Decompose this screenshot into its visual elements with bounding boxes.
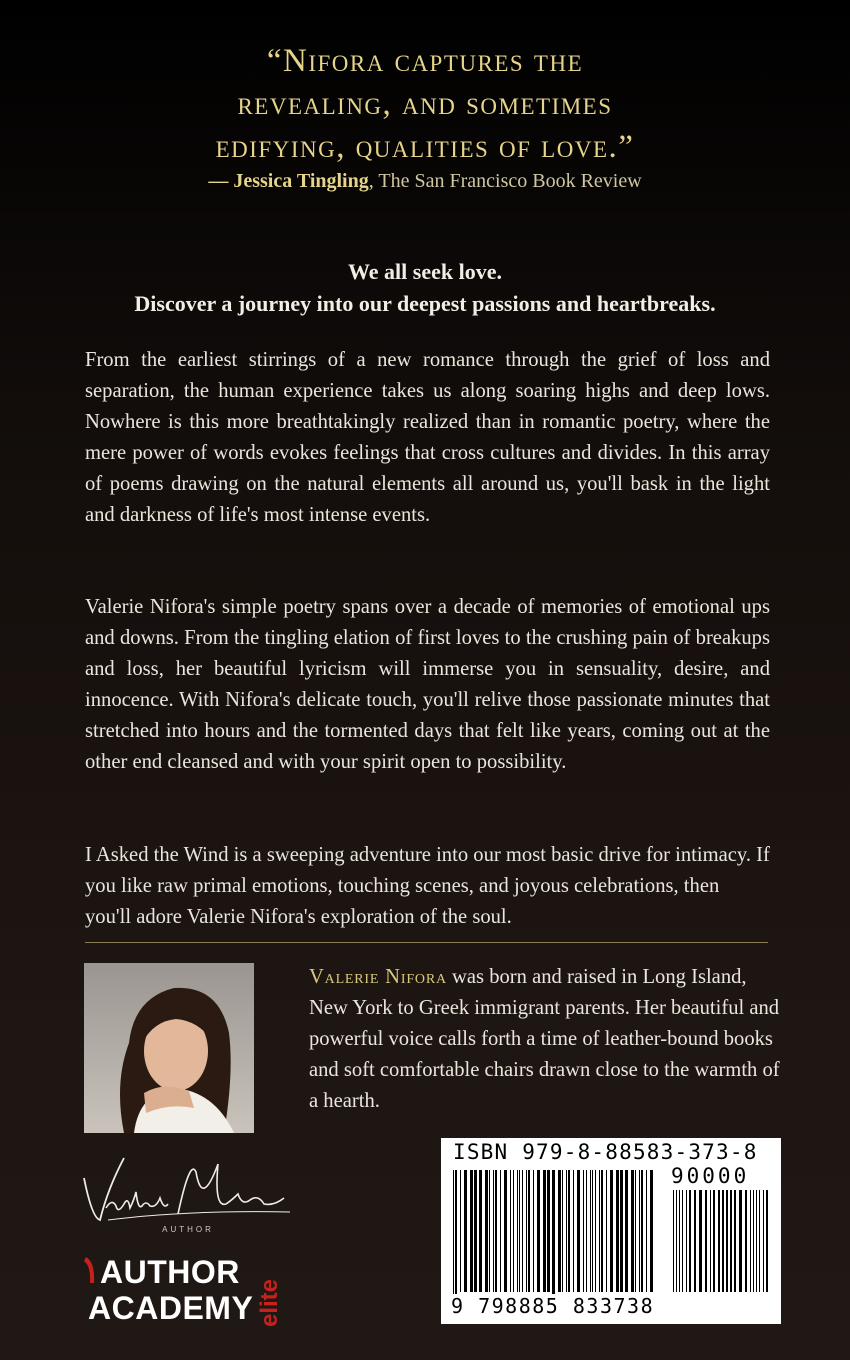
- quote-line: “Nifora captures the: [266, 43, 584, 79]
- barcode-bar: [558, 1170, 561, 1292]
- addon-bar: [753, 1190, 754, 1292]
- publisher-logo: [84, 1255, 294, 1335]
- addon-bar: [710, 1190, 711, 1292]
- attribution-separator: ,: [368, 170, 379, 192]
- barcode-bar: [455, 1170, 457, 1300]
- barcode-bar: [610, 1170, 613, 1292]
- addon-bar: [745, 1190, 747, 1292]
- author-photo: [84, 963, 254, 1133]
- barcode-bar: [620, 1170, 623, 1292]
- barcode-bar: [510, 1170, 511, 1292]
- barcode-bar: [517, 1170, 518, 1292]
- barcode-bar: [625, 1170, 628, 1292]
- addon-bar: [676, 1190, 677, 1292]
- barcode-bar: [513, 1170, 514, 1292]
- barcode-bar: [566, 1170, 567, 1292]
- addon-bar: [763, 1190, 764, 1292]
- barcode-bar: [601, 1170, 603, 1292]
- barcode-bar: [500, 1170, 501, 1292]
- barcode-bar: [543, 1170, 546, 1292]
- addon-bar: [759, 1190, 760, 1292]
- tagline-line-2: Discover a journey into our deepest passions and heartbreaks.: [134, 291, 716, 316]
- isbn-barcode: [441, 1138, 781, 1324]
- addon-bar: [726, 1190, 728, 1292]
- addon-bar: [699, 1190, 702, 1292]
- barcode-bar: [460, 1170, 461, 1292]
- author-signature: [78, 1148, 298, 1238]
- barcode-bar: [533, 1170, 534, 1292]
- barcode-bar: [592, 1170, 593, 1292]
- barcode-bar: [493, 1170, 494, 1292]
- addon-bar: [750, 1190, 751, 1292]
- barcode-bar: [522, 1170, 523, 1292]
- barcode-bar: [519, 1170, 520, 1292]
- barcode-bar: [641, 1170, 643, 1292]
- barcode-digits: 9 798885 833738: [451, 1294, 655, 1318]
- barcode-bar: [595, 1170, 596, 1292]
- quote-line: revealing, and sometimes: [237, 86, 613, 122]
- blurb-paragraph-3: I Asked the Wind is a sweeping adventure into our most basic drive for intimacy. If you like raw primal emotions, touching scenes, and joyous celebrations, then you'll adore Valerie Nifora's exploration of the soul.: [85, 844, 770, 928]
- addon-bar: [673, 1190, 674, 1292]
- barcode-bar: [650, 1170, 653, 1292]
- barcode-bar: [616, 1170, 619, 1292]
- addon-bar: [739, 1190, 742, 1292]
- section-divider: [85, 942, 768, 943]
- author-bio-text: was born and raised in Long Island, New York to Greek immigrant parents. Her beautiful and powerful voice calls forth a time of leather-bound books and soft comfortable chairs drawn close to the warmth of a hearth.: [309, 966, 780, 1112]
- review-quote: [0, 40, 850, 169]
- barcode-bar: [474, 1170, 477, 1292]
- addon-bar: [766, 1190, 768, 1292]
- addon-bar: [679, 1190, 680, 1292]
- review-publication: The San Francisco Book Review: [378, 170, 642, 192]
- tagline: [0, 256, 850, 320]
- publisher-line-1: AUTHOR: [100, 1254, 240, 1290]
- author-bio: [309, 962, 784, 1117]
- reviewer-name: Jessica Tingling: [233, 170, 369, 192]
- barcode-bar: [528, 1170, 530, 1292]
- addon-bar: [694, 1190, 696, 1292]
- barcode-bar: [562, 1170, 563, 1292]
- addon-bar: [722, 1190, 724, 1292]
- publisher-line-2: ACADEMY: [88, 1290, 254, 1326]
- addon-bar: [686, 1190, 687, 1292]
- barcode-bar: [635, 1170, 636, 1292]
- barcode-bar: [489, 1170, 490, 1292]
- isbn-label: ISBN 979-8-88583-373-8: [453, 1140, 758, 1164]
- author-name: Valerie Nifora: [309, 966, 447, 988]
- addon-bar: [689, 1190, 691, 1292]
- barcode-bar: [495, 1170, 497, 1292]
- addon-bar: [682, 1190, 683, 1292]
- barcode-bar: [485, 1170, 488, 1292]
- barcode-bar: [470, 1170, 473, 1292]
- addon-bar: [730, 1190, 732, 1292]
- barcode-bar: [590, 1170, 591, 1292]
- barcode-bar: [537, 1170, 540, 1292]
- publisher-elite-tag: elite: [256, 1278, 283, 1327]
- barcode-bar: [573, 1170, 574, 1292]
- barcode-bar: [646, 1170, 647, 1292]
- addon-bar: [705, 1190, 707, 1292]
- blurb-paragraph-1: From the earliest stirrings of a new romance through the grief of loss and separation, the human experience takes us along soaring highs and deep lows. Nowhere is this more breathtakingly realized than in romantic poetry, where the mere power of words evokes feelings that cross cultures and divides. In this array of poems drawing on the natural elements all around us, you'll bask in the light and darkness of life's most intense events.: [85, 349, 770, 526]
- addon-bar: [713, 1190, 715, 1292]
- barcode-bar: [453, 1170, 454, 1300]
- attribution-dash: —: [208, 170, 229, 192]
- barcode-bar: [479, 1170, 482, 1292]
- barcode-bar: [599, 1170, 600, 1292]
- addon-bar: [734, 1190, 736, 1292]
- blurb-paragraph-2: Valerie Nifora's simple poetry spans over a decade of memories of emotional ups and downs. From the tingling elation of first loves to the crushing pain of breakups and loss, her beautiful lyricism will immerse you in sensuality, desire, and innocence. With Nifora's delicate touch, you'll relive those passionate minutes that stretched into hours and the tormented days that felt like years, coming out at the other end cleansed and with your spirit open to possibility.: [85, 596, 770, 773]
- quote-line: edifying, qualities of love.”: [215, 129, 635, 165]
- quote-attribution: [0, 170, 850, 193]
- barcode-bar: [583, 1170, 584, 1292]
- price-code: 90000: [671, 1164, 750, 1188]
- barcode-bar: [526, 1170, 527, 1292]
- barcode-bar: [552, 1170, 555, 1300]
- barcode-bar: [547, 1170, 550, 1292]
- barcode-bar: [606, 1170, 607, 1292]
- addon-bar: [718, 1190, 720, 1292]
- signature-role: AUTHOR: [162, 1225, 214, 1234]
- barcode-bar: [568, 1170, 570, 1292]
- barcode-bar: [639, 1170, 640, 1292]
- barcode-bar: [586, 1170, 587, 1292]
- barcode-bar: [464, 1170, 467, 1292]
- barcode-bar: [577, 1170, 580, 1292]
- barcode-bar: [504, 1170, 507, 1292]
- tagline-line-1: We all seek love.: [348, 259, 502, 284]
- addon-bar: [756, 1190, 757, 1292]
- barcode-bar: [631, 1170, 634, 1292]
